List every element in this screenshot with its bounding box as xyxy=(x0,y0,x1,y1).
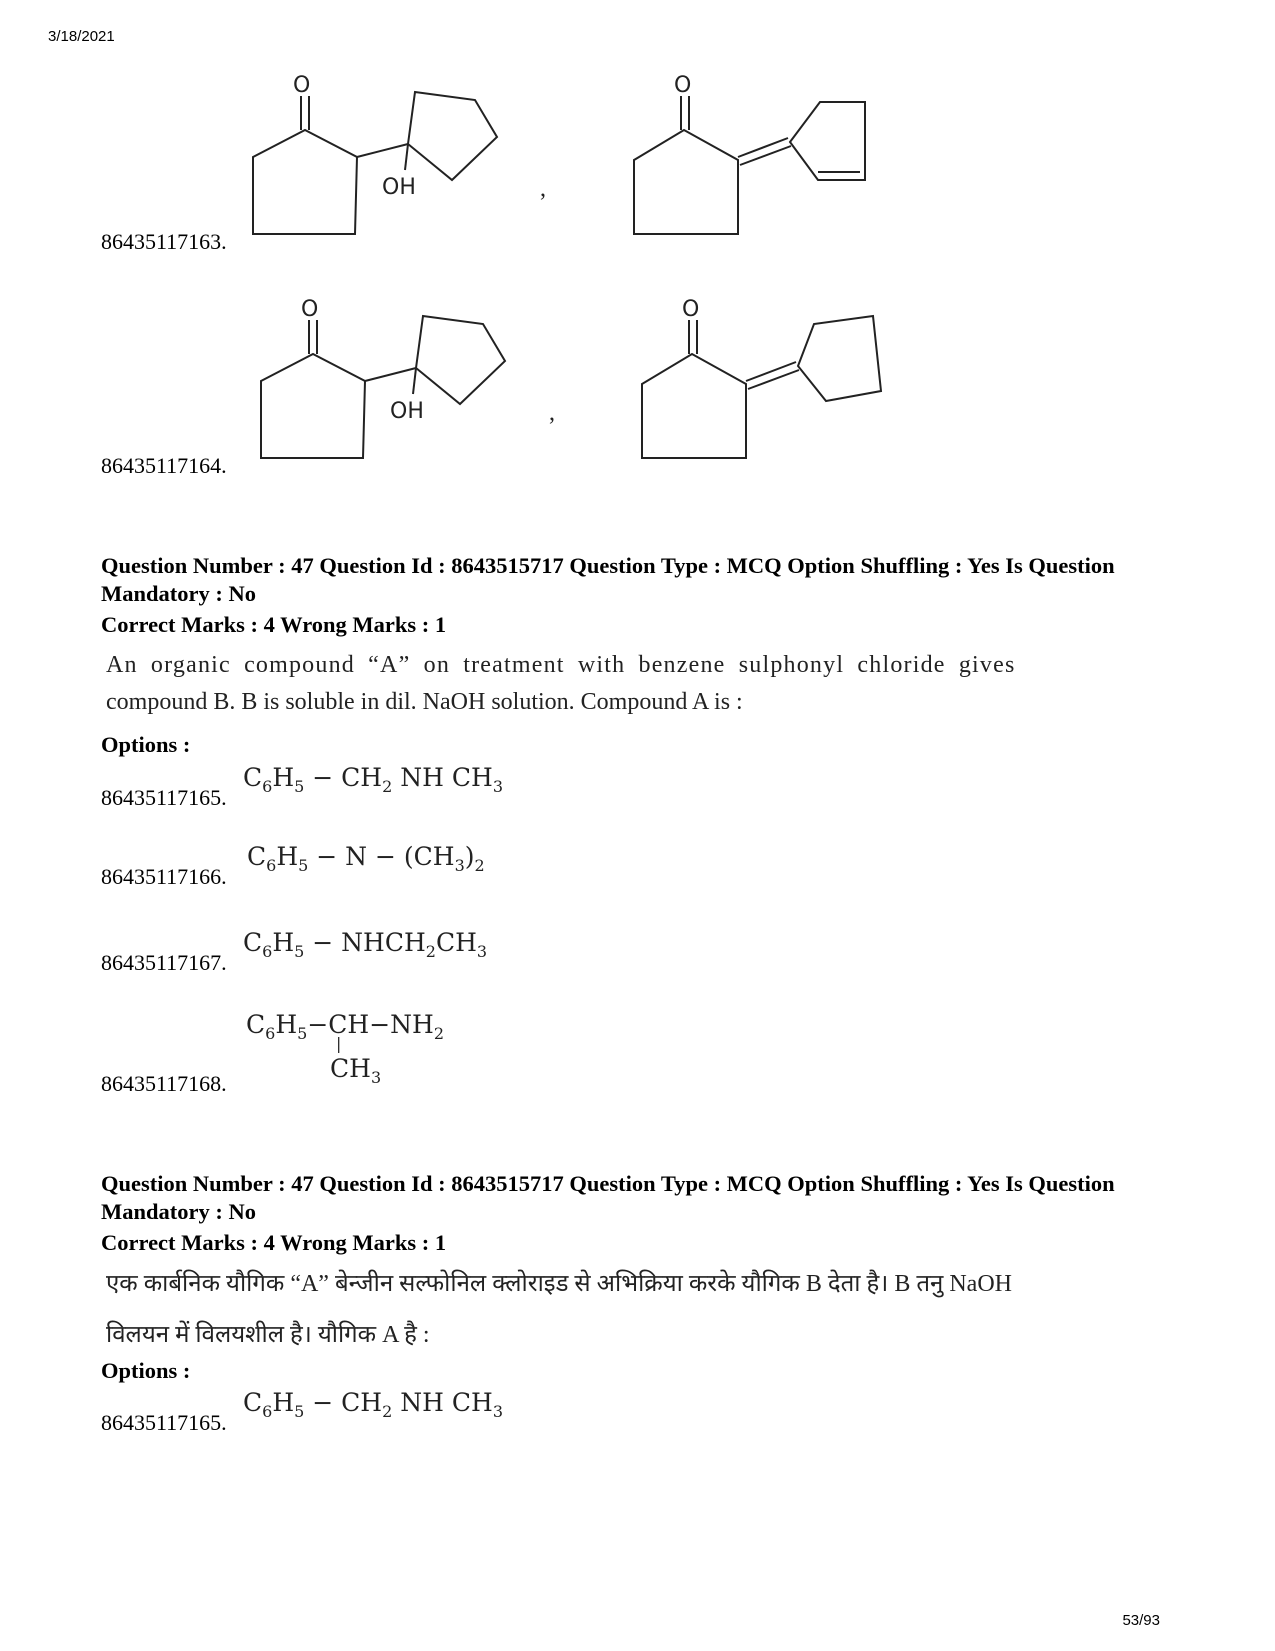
question-text-line-2: विलयन में विलयशील है। यौगिक A है : xyxy=(106,1322,430,1348)
structure-enone-cyclopentene xyxy=(628,62,888,242)
svg-text:O: O xyxy=(682,297,700,322)
question-text-line-1: An organic compound “A” on treatment with benzene sulphonyl chloride gives xyxy=(106,652,1016,678)
option-formula-substituent: $CH_3$ xyxy=(330,1054,382,1087)
option-formula: $C_6H_5 - N - (CH_3)_2$ xyxy=(247,842,485,875)
svg-text:O: O xyxy=(301,297,319,322)
svg-text:OH: OH xyxy=(382,175,416,200)
bond-line: | xyxy=(336,1034,342,1053)
svg-text:O: O xyxy=(674,73,692,98)
question-text-line-1: एक कार्बनिक यौगिक “A” बेन्जीन सल्फोनिल क्लोराइड से अभिक्रिया करके यौगिक B देता है। B तनु NaOH xyxy=(106,1271,1012,1297)
question-marks: Correct Marks : 4 Wrong Marks : 1 xyxy=(101,1230,447,1255)
question-text-line-2: compound B. B is soluble in dil. NaOH solution. Compound A is : xyxy=(106,689,743,715)
page-number: 53/93 xyxy=(1122,1612,1160,1629)
option-formula: $C_6H_5$ − $NHCH_2CH_3$ xyxy=(243,928,488,961)
structure-hydroxy-ketone-2 xyxy=(253,286,523,466)
structure-hydroxy-ketone-1 xyxy=(245,62,515,242)
option-id: 86435117163. xyxy=(101,229,227,254)
separator-comma: , xyxy=(549,400,555,426)
option-formula: $C_6H_5 - CH_2$ NH $CH_3$ xyxy=(243,1388,503,1421)
question-header: Question Number : 47 Question Id : 8643515717 Question Type : MCQ Option Shuffling : Yes Is Question Mandatory : No xyxy=(101,1171,1115,1224)
svg-text:OH: OH xyxy=(390,399,424,424)
question-marks: Correct Marks : 4 Wrong Marks : 1 xyxy=(101,612,447,637)
option-id: 86435117166. xyxy=(101,864,227,889)
option-formula: $C_6H_5 - CH_2$ NH $CH_3$ xyxy=(243,763,503,796)
header-date: 3/18/2021 xyxy=(48,28,115,45)
svg-text:O: O xyxy=(293,73,311,98)
option-id: 86435117165. xyxy=(101,785,227,810)
question-header: Question Number : 47 Question Id : 8643515717 Question Type : MCQ Option Shuffling : Yes Is Question Mandatory : No xyxy=(101,553,1115,606)
option-id: 86435117167. xyxy=(101,950,227,975)
option-id: 86435117165. xyxy=(101,1410,227,1435)
options-label: Options : xyxy=(101,1358,191,1383)
options-label: Options : xyxy=(101,732,191,757)
separator-comma: , xyxy=(540,176,546,202)
option-id: 86435117164. xyxy=(101,453,227,478)
option-formula: $C_6H_5-CH-NH_2$ xyxy=(246,1010,445,1043)
structure-enone-cyclopentane xyxy=(636,286,896,466)
option-id: 86435117168. xyxy=(101,1071,227,1096)
